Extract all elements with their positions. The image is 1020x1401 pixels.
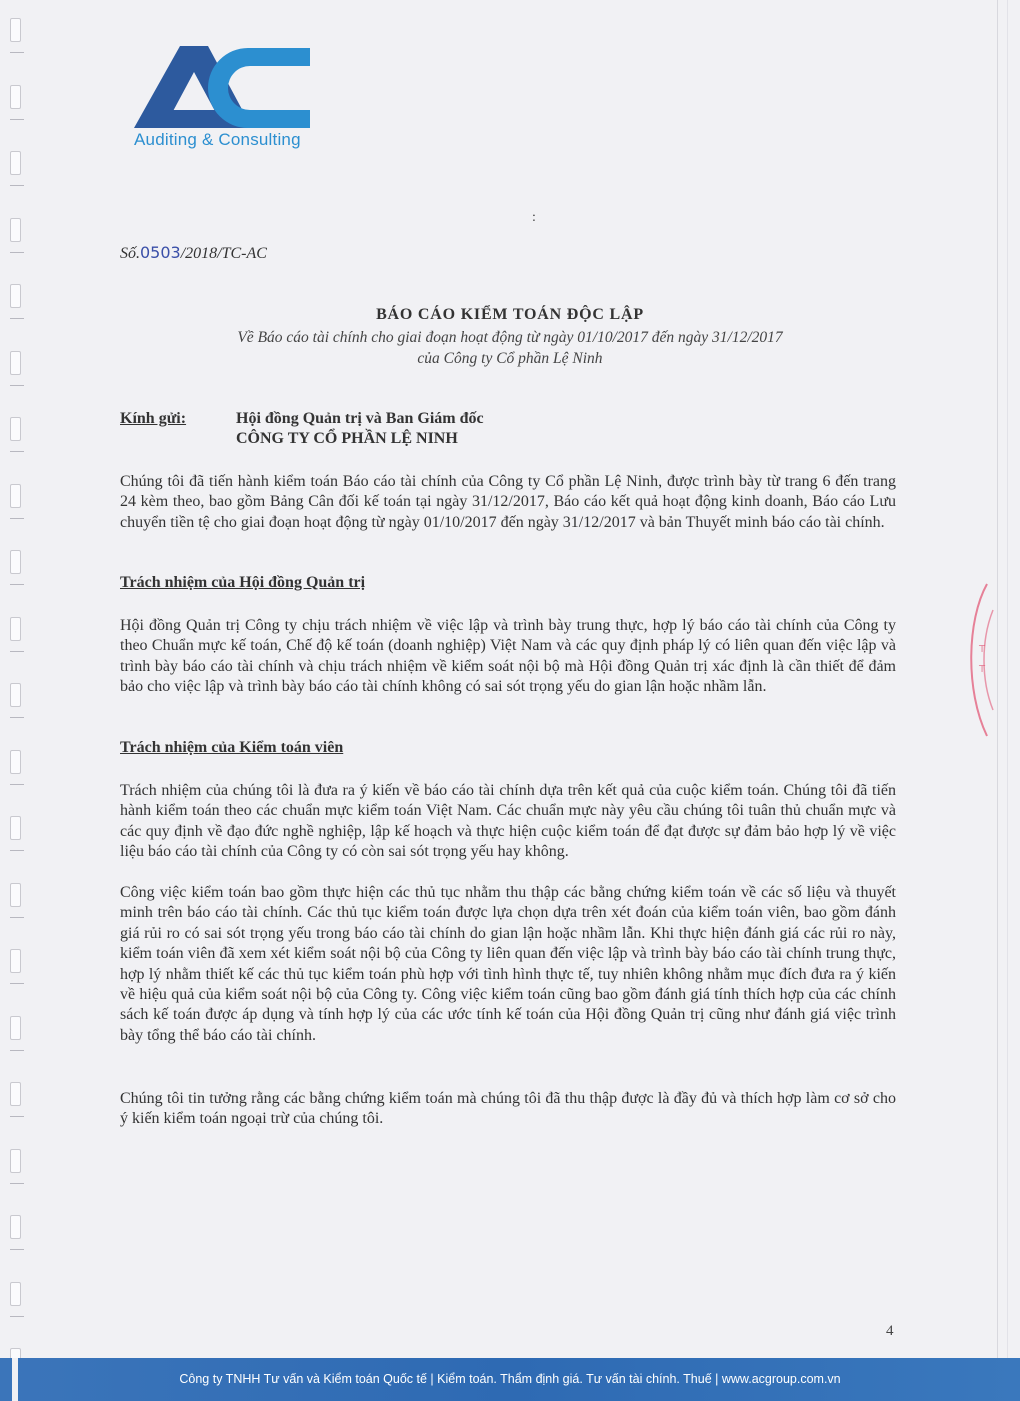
binding-tick [10, 451, 24, 452]
binding-tick [10, 252, 24, 253]
document-reference [120, 243, 267, 263]
binding-hole [10, 617, 21, 641]
binding-tick [10, 1249, 24, 1250]
binding-hole [10, 550, 21, 574]
binding-hole [10, 218, 21, 242]
binding-tick [10, 119, 24, 120]
binding-hole [10, 1016, 21, 1040]
handwritten-number: 0503 [140, 243, 181, 262]
footer-text: Công ty TNHH Tư vấn và Kiểm toán Quốc tế | Kiểm toán. Thẩm định giá. Tư vấn tài chính. Thuế | www.acgroup.com.vn [179, 1372, 841, 1386]
auditor-paragraph-2: Công việc kiểm toán bao gồm thực hiện các thủ tục nhằm thu thập các bằng chứng kiểm toán về các số liệu và thuyết minh trên báo cáo tài chính. Các thủ tục kiểm toán được lựa chọn dựa trên xét đoán của kiểm toán viên, bao gồm đánh giá rủi ro có sai sót trọng yếu trong báo cáo tài chính do gian lận hoặc nhầm lẫn. Khi thực hiện đánh giá các rủi ro này, kiểm toán viên đã xem xét kiểm soát nội bộ của Công ty liên quan đến việc lập và trình bày báo cáo tài chính trung thực, hợp lý nhằm thiết kế các thủ tục kiểm toán phù hợp với tình hình thực tế, tuy nhiên không nhằm mục đích đưa ra ý kiến về hiệu quả của kiểm soát nội bộ của Công ty. Công việc kiểm toán cũng bao gồm đánh giá tính thích hợp của các chính sách kế toán được áp dụng và tính hợp lý của các ước tính kế toán của Hội đồng Quản trị cũng như đánh giá việc trình bày tổng thể báo cáo tài chính. [120, 884, 896, 1044]
binding-tick [10, 584, 24, 585]
binding-hole [10, 85, 21, 109]
reference-prefix: Số. [120, 245, 140, 262]
binding-tick [10, 52, 24, 53]
intro-paragraph: Chúng tôi đã tiến hành kiểm toán Báo cáo tài chính của Công ty Cổ phần Lệ Ninh, được trình bày từ trang 6 đến trang 24 kèm theo, bao gồm Bảng Cân đối kế toán tại ngày 31/12/2017, Báo cáo kết quả hoạt động kinh doanh, Báo cáo Lưu chuyển tiền tệ cho giai đoạn hoạt động từ ngày 01/10/2017 đến ngày 31/12/2017 và bản Thuyết minh báo cáo tài chính. [120, 473, 896, 531]
stamp-fragment-icon [955, 580, 995, 740]
report-subtitle-line-1: Về Báo cáo tài chính cho giai đoạn hoạt động từ ngày 01/10/2017 đến ngày 31/12/2017 [237, 329, 783, 346]
svg-text:T: T [979, 664, 986, 675]
binding-tick [10, 1183, 24, 1184]
reference-suffix: /2018/TC-AC [180, 245, 267, 262]
report-title: BÁO CÁO KIỂM TOÁN ĐỘC LẬP [376, 306, 644, 323]
report-subtitle-line-2: của Công ty Cổ phần Lệ Ninh [417, 350, 603, 367]
addressee-line-2: CÔNG TY CỔ PHẦN LỆ NINH [236, 430, 458, 447]
binding-tick [10, 1116, 24, 1117]
auditor-paragraph-1: Trách nhiệm của chúng tôi là đưa ra ý kiến về báo cáo tài chính dựa trên kết quả của cuộc kiểm toán. Chúng tôi đã tiến hành kiểm toán theo các chuẩn mực kiểm toán Việt Nam. Các chuẩn mực này yêu cầu chúng tôi tuân thủ chuẩn mực và các quy định về đạo đức nghề nghiệp, lập kế hoạch và thực hiện cuộc kiểm toán để đạt được sự đảm bảo hợp lý về việc liệu báo cáo tài chính của Công ty có còn sai sót trọng yếu hay không. [120, 782, 896, 861]
svg-text:T: T [979, 644, 986, 655]
binding-hole [10, 683, 21, 707]
binding-hole [10, 883, 21, 907]
binding-hole [10, 1215, 21, 1239]
binding-tick [10, 518, 24, 519]
page-edge-line [1007, 0, 1008, 1360]
binding-hole [10, 284, 21, 308]
binding-hole [10, 484, 21, 508]
binding-hole [10, 151, 21, 175]
binding-tick [10, 917, 24, 918]
binding-hole [10, 1282, 21, 1306]
section-heading-auditor: Trách nhiệm của Kiểm toán viên [120, 739, 344, 756]
binding-hole [10, 18, 21, 42]
binding-hole [10, 1149, 21, 1173]
binding-hole [10, 816, 21, 840]
binding-tick [10, 1316, 24, 1317]
section-heading-board: Trách nhiệm của Hội đồng Quản trị [120, 574, 366, 591]
binding-tick [10, 983, 24, 984]
binding-hole [10, 417, 21, 441]
logo-tagline: Auditing & Consulting [134, 130, 301, 149]
auditor-paragraph-3: Chúng tôi tin tưởng rằng các bằng chứng kiểm toán mà chúng tôi đã thu thập được là đầy đủ và thích hợp làm cơ sở cho ý kiến kiểm toán ngoại trừ của chúng tôi. [120, 1090, 896, 1128]
binding-hole [10, 1082, 21, 1106]
binding-tick [10, 385, 24, 386]
page-edge-line [997, 0, 998, 1360]
footer-bar [0, 1358, 1020, 1401]
binding-tick [10, 651, 24, 652]
binding-tick [10, 185, 24, 186]
binding-tick [10, 784, 24, 785]
addressee-line-1: Hội đồng Quản trị và Ban Giám đốc [236, 410, 484, 427]
page-number: 4 [886, 1323, 894, 1339]
board-responsibility-paragraph: Hội đồng Quản trị Công ty chịu trách nhiệm về việc lập và trình bày trung thực, hợp lý báo cáo tài chính của Công ty theo Chuẩn mực kế toán, Chế độ kế toán (doanh nghiệp) Việt Nam và các quy định pháp lý có liên quan đến việc lập và trình bày báo cáo tài chính và chịu trách nhiệm về kiểm soát nội bộ mà Hội đồng Quản trị xác định là cần thiết để đảm bảo cho việc lập và trình bày báo cáo tài chính không có sai sót trọng yếu do gian lận hoặc nhầm lẫn. [120, 617, 896, 696]
binding-hole [10, 750, 21, 774]
addressee-label: Kính gửi: [120, 410, 187, 427]
binding-tick [10, 1050, 24, 1051]
binding-tick [10, 717, 24, 718]
binding-tick [10, 850, 24, 851]
binding-hole [10, 949, 21, 973]
mark: : [532, 210, 536, 225]
binding-holes [10, 0, 24, 1401]
